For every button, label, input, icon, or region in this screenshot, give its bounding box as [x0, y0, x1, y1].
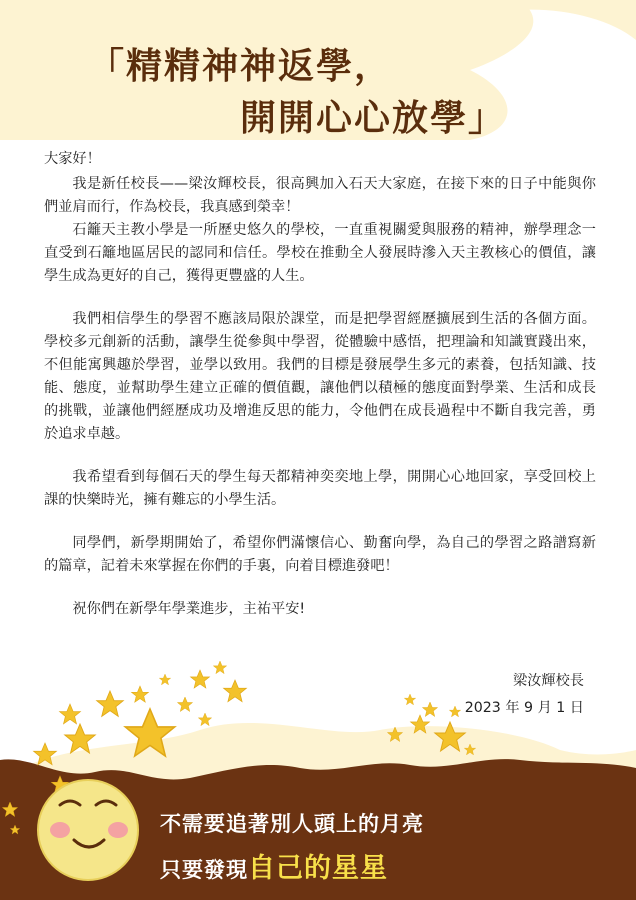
signature-date: 2023 年 9 月 1 日	[464, 700, 584, 716]
greeting: 大家好！	[44, 151, 101, 167]
letter-paragraph-4: 我希望看到每個石天的學生每天都精神奕奕地上學，開開心心地回家，享受回校上課的快樂時光，擁有難忘的小學生活。	[44, 469, 596, 508]
slogan-line-1: 不需要追著別人頭上的月亮	[160, 812, 424, 836]
slogan-line-2	[160, 846, 388, 885]
slogan-line-2-prefix: 只要發現	[160, 858, 248, 882]
principal-letter	[44, 148, 596, 621]
slogan-highlight: 自己的星星	[248, 853, 388, 884]
letter-paragraph-5: 同學們，新學期開始了，希望你們滿懷信心、勤奮向學，為自己的學習之路譜寫新的篇章，記着未來掌握在你們的手裏，向着目標進發吧！	[44, 535, 596, 574]
signature-name: 梁汝輝校長	[513, 673, 584, 689]
letter-paragraph-3: 我們相信學生的學習不應該局限於課堂，而是把學習經歷擴展到生活的各個方面。學校多元創新的活動，讓學生從參與中學習，從體驗中感悟，把理論和知識實踐出來，不但能寓興趣於學習，並學以致用。我們的目標是發展學生多元的素養，包括知識、技能、態度，並幫助學生建立正確的價值觀，讓他們以積極的態度面對學業、生活和成長的挑戰，並讓他們經歷成功及增進反思的能力，令他們在成長過程中不斷自我完善，勇於追求卓越。	[44, 311, 596, 442]
letter-paragraph-2: 石籬天主教小學是一所歷史悠久的學校，一直重視關愛與服務的精神，辦學理念一直受到石籬地區居民的認同和信任。學校在推動全人發展時滲入天主教核心的價值，讓學生成為更好的自己，獲得更豐盛的人生。	[44, 222, 596, 284]
letter-paragraph-1: 我是新任校長——梁汝輝校長，很高興加入石天大家庭，在接下來的日子中能與你們並肩而行，作為校長，我真感到榮幸！	[44, 176, 596, 215]
title-line-1: 「精精神神返學，	[88, 46, 393, 87]
smiley-moon-icon	[38, 780, 138, 880]
letter-paragraph-6: 祝你們在新學年學業進步，主祐平安!	[72, 601, 306, 617]
title-banner	[0, 0, 636, 150]
title-line-2: 開開心心放學」	[240, 98, 507, 139]
